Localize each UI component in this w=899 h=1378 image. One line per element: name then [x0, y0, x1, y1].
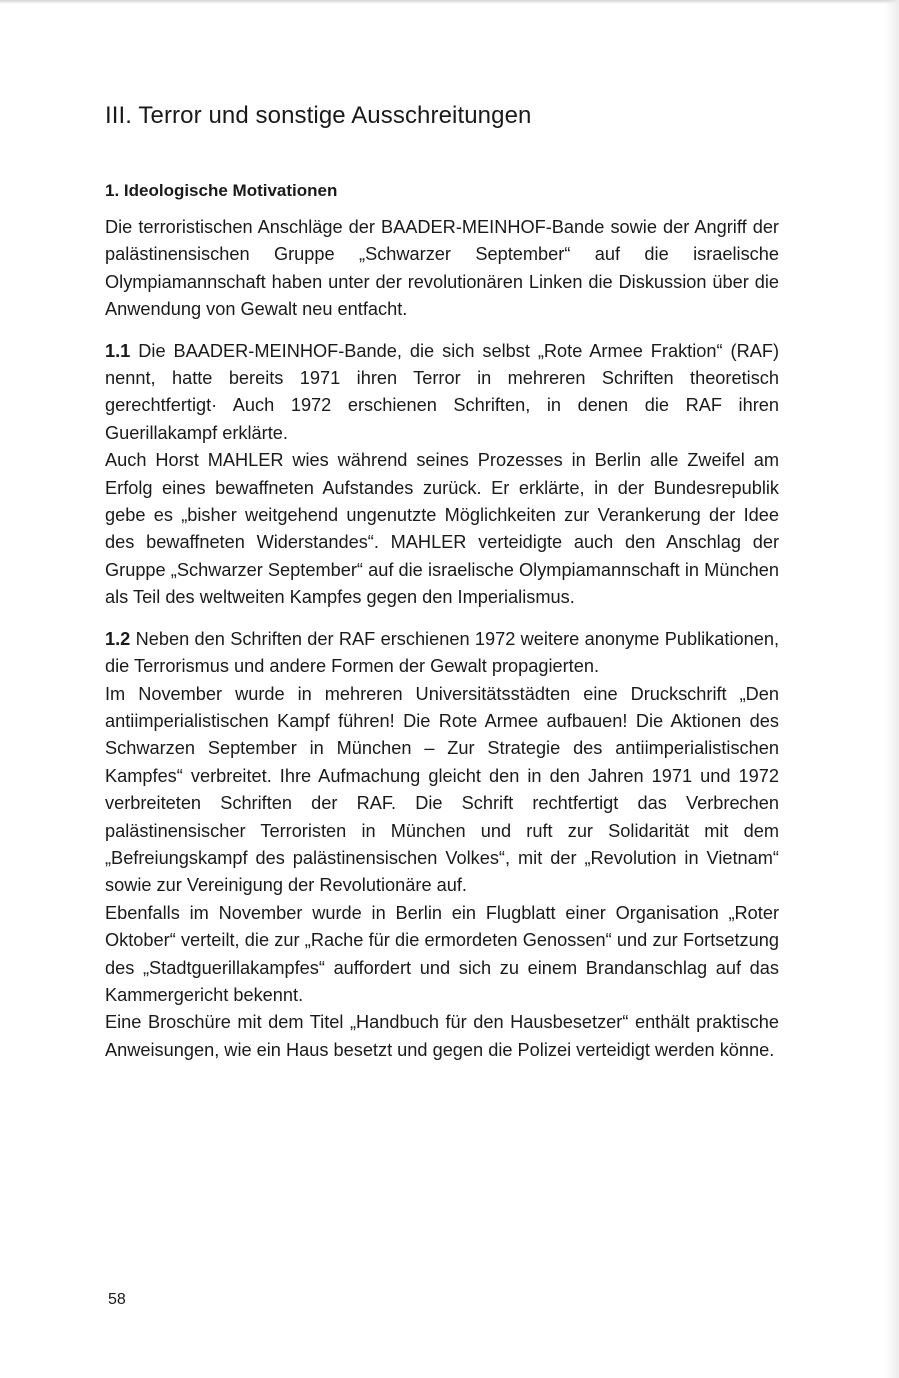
section-heading: 1. Ideologische Motivationen — [105, 181, 338, 200]
paragraph-number-1-1: 1.1 — [105, 340, 131, 361]
chapter-title: III. Terror und sonstige Ausschreitungen — [105, 102, 532, 129]
page-content — [105, 100, 779, 1064]
page-number: 58 — [108, 1291, 126, 1308]
paragraph-1-2-druckschrift: Im November wurde in mehreren Universitätsstädten eine Druckschrift „Den antiimperialistischen Kampf führen! Die Rote Armee aufbauen! Die Aktionen des Schwarzen September in München – Zur Strategie des antiimperialistischen Kampfes“ verbreitet. Ihre Aufmachung gleicht den in den Jahren 1971 und 1972 verbreiteten Schriften der RAF. Die Schrift rechtfertigt das Verbrechen palästinensischer Terroristen in München und ruft zur Solidarität mit dem „Befreiungskampf des palästinensischen Volkes“, mit der „Revolution in Vietnam“ sowie zur Vereinigung der Revolutionäre auf. — [105, 683, 779, 896]
paragraph-1-2-text: Neben den Schriften der RAF erschienen 1972 weitere anonyme Publikationen, die Terrorismus und andere Formen der Gewalt propagierten. — [105, 628, 779, 677]
intro-paragraph: Die terroristischen Anschläge der BAADER-MEINHOF-Bande sowie der Angriff der palästinensischen Gruppe „Schwarzer September“ auf die israelische Olympiamannschaft haben unter der revolutionären Linken die Diskussion über die Anwendung von Gewalt neu entfacht. — [105, 217, 779, 320]
paragraph-number-1-2: 1.2 — [105, 628, 131, 649]
scan-right-edge — [885, 0, 899, 1378]
scan-top-edge — [0, 0, 899, 4]
paragraph-1-2 — [105, 626, 779, 681]
paragraph-1-2-broschuere: Eine Broschüre mit dem Titel „Handbuch für den Hausbesetzer“ enthält praktische Anweisungen, wie ein Haus besetzt und gegen die Polizei verteidigt werden könne. — [105, 1012, 779, 1060]
paragraph-1-1-continuation: Auch Horst MAHLER wies während seines Prozesses in Berlin alle Zweifel am Erfolg eines bewaffneten Aufstandes zurück. Er erklärte, in der Bundesrepublik gebe es „bisher weitgehend ungenutzte Möglichkeiten zur Verankerung der Idee des bewaffneten Widerstandes“. MAHLER verteidigte auch den Anschlag der Gruppe „Schwarzer September“ auf die israelische Olympiamannschaft in München als Teil des weltweiten Kampfes gegen den Imperialismus. — [105, 450, 779, 608]
paragraph-1-1 — [105, 338, 779, 448]
paragraph-1-1-text: Die BAADER-MEINHOF-Bande, die sich selbst „Rote Armee Fraktion“ (RAF) nennt, hatte bereits 1971 ihren Terror in mehreren Schriften theoretisch gerechtfertigt· Auch 1972 erschienen Schriften, in denen die RAF ihren Guerillakampf erklärte. — [105, 340, 780, 443]
paragraph-1-2-flugblatt: Ebenfalls im November wurde in Berlin ein Flugblatt einer Organisation „Roter Oktober“ verteilt, die zur „Rache für die ermordeten Genossen“ und zur Fortsetzung des „Stadtguerillakampfes“ auffordert und sich zu einem Brandanschlag auf das Kammergericht bekennt. — [105, 902, 779, 1005]
